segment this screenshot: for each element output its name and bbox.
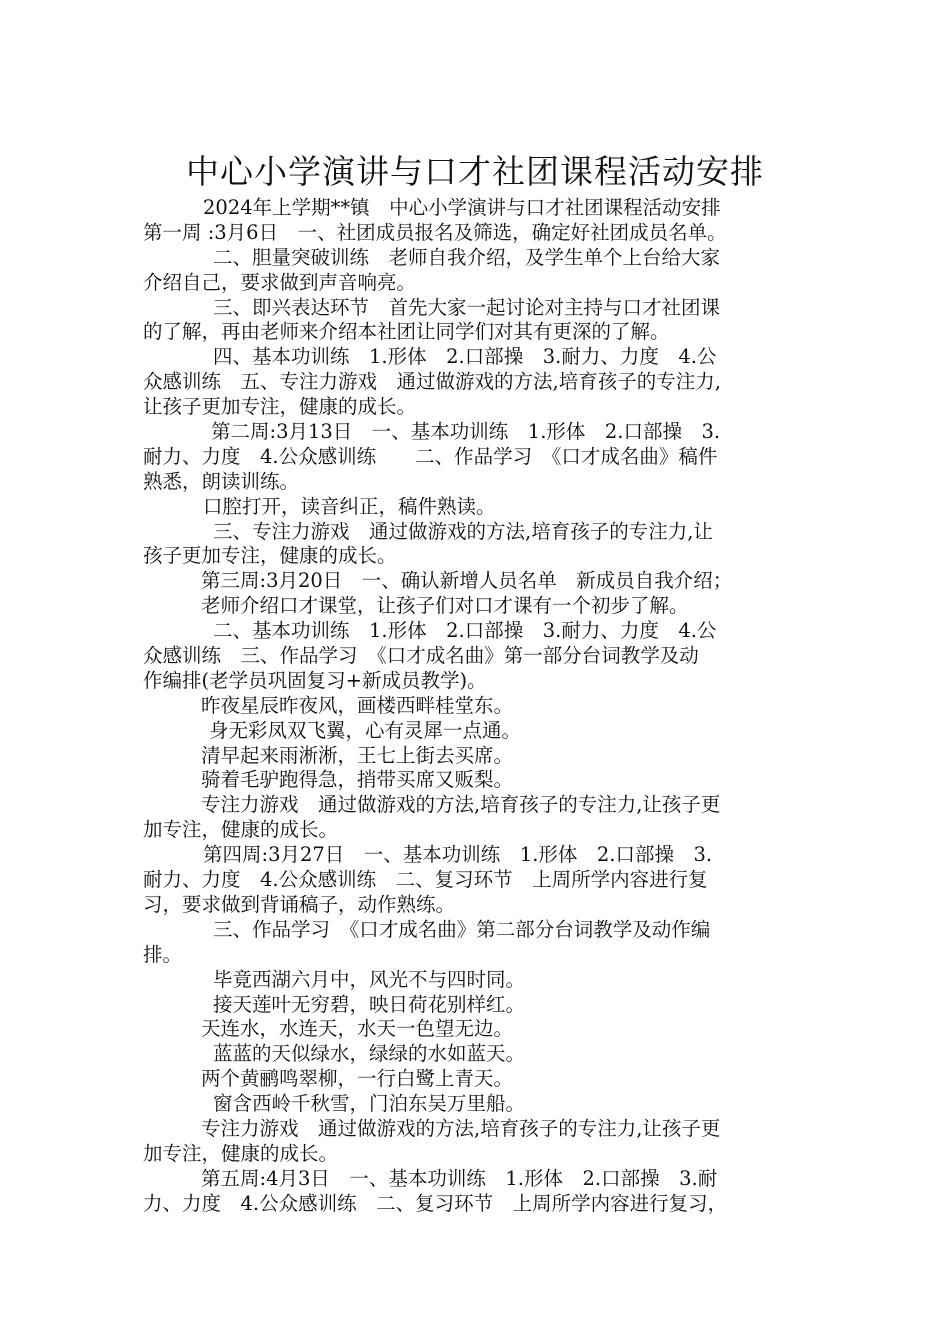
text-line: 加专注，健康的成长。 bbox=[143, 1141, 339, 1165]
text-line: 毕竟西湖六月中，风光不与四时同。 bbox=[213, 967, 526, 991]
text-line: 两个黄鹂鸣翠柳，一行白鹭上青天。 bbox=[201, 1067, 514, 1091]
text-line: 专注力游戏 通过做游戏的方法,培育孩子的专注力,让孩子更 bbox=[201, 1116, 721, 1140]
text-line: 2024年上学期**镇 中心小学演讲与口才社团课程活动安排 bbox=[203, 196, 721, 219]
text-line: 接天莲叶无穷碧，映日荷花别样红。 bbox=[213, 992, 526, 1016]
text-line: 四、基本功训练 1.形体 2.口部操 3.耐力、力度 4.公 bbox=[213, 345, 717, 369]
text-line: 三、专注力游戏 通过做游戏的方法,培育孩子的专注力,让 bbox=[213, 519, 713, 543]
text-line: 三、即兴表达环节 首先大家一起讨论对主持与口才社团课 bbox=[213, 295, 721, 319]
text-line: 第二周:3月13日 一、基本功训练 1.形体 2.口部操 3. bbox=[211, 420, 721, 444]
text-line: 的了解，再由老师来介绍本社团让同学们对其有更深的了解。 bbox=[143, 320, 670, 344]
text-line: 老师介绍口才课堂，让孩子们对口才课有一个初步了解。 bbox=[201, 594, 689, 618]
text-line: 力、力度 4.公众感训练 二、复习环节 上周所学内容进行复习， bbox=[143, 1191, 728, 1215]
text-line: 昨夜星辰昨夜风，画楼西畔桂堂东。 bbox=[201, 693, 514, 717]
document-title: 中心小学演讲与口才社团课程活动安排 bbox=[186, 152, 764, 192]
text-line: 第一周 :3月6日 一、社团成员报名及筛选，确定好社团成员名单。 bbox=[143, 220, 727, 244]
text-line: 清早起来雨淅淅，王七上街去买席。 bbox=[201, 743, 514, 767]
text-line: 第五周:4月3日 一、基本功训练 1.形体 2.口部操 3.耐 bbox=[201, 1166, 718, 1190]
text-line: 习，要求做到背诵稿子，动作熟练。 bbox=[143, 892, 456, 916]
text-line: 让孩子更加专注，健康的成长。 bbox=[143, 395, 417, 419]
text-line: 作编排(老学员巩固复习+新成员教学)。 bbox=[143, 668, 487, 692]
text-line: 耐力、力度 4.公众感训练 二、作品学习 《口才成名曲》稿件 bbox=[143, 444, 718, 468]
text-line: 蓝蓝的天似绿水，绿绿的水如蓝天。 bbox=[213, 1042, 526, 1066]
text-line: 窗含西岭千秋雪，门泊东吴万里船。 bbox=[213, 1092, 526, 1116]
text-line: 加专注，健康的成长。 bbox=[143, 818, 339, 842]
text-line: 孩子更加专注，健康的成长。 bbox=[143, 544, 397, 568]
document-body bbox=[143, 196, 823, 1217]
text-line: 耐力、力度 4.公众感训练 二、复习环节 上周所学内容进行复 bbox=[143, 868, 708, 892]
text-line: 二、胆量突破训练 老师自我介绍，及学生单个上台给大家 bbox=[213, 245, 721, 269]
text-line: 第四周:3月27日 一、基本功训练 1.形体 2.口部操 3. bbox=[203, 843, 713, 867]
text-line: 排。 bbox=[143, 942, 183, 966]
text-line: 骑着毛驴跑得急，捎带买席又贩梨。 bbox=[201, 768, 514, 792]
text-line: 介绍自己，要求做到声音响亮。 bbox=[143, 270, 417, 294]
text-line: 熟悉，朗读训练。 bbox=[143, 469, 300, 493]
text-line: 第三周:3月20日 一、确认新增人员名单 新成员自我介绍； bbox=[201, 569, 733, 593]
text-line: 身无彩凤双飞翼，心有灵犀一点通。 bbox=[209, 718, 522, 742]
text-line: 二、基本功训练 1.形体 2.口部操 3.耐力、力度 4.公 bbox=[213, 619, 717, 643]
text-line: 众感训练 三、作品学习 《口才成名曲》第一部分台词教学及动 bbox=[143, 644, 699, 668]
text-line: 三、作品学习 《口才成名曲》第二部分台词教学及动作编 bbox=[213, 917, 711, 941]
text-line: 专注力游戏 通过做游戏的方法,培育孩子的专注力,让孩子更 bbox=[201, 793, 721, 817]
text-line: 天连水，水连天，水天一色望无边。 bbox=[201, 1017, 514, 1041]
text-line: 口腔打开，读音纠正，稿件熟读。 bbox=[203, 494, 496, 518]
text-line: 众感训练 五、专注力游戏 通过做游戏的方法,培育孩子的专注力, bbox=[143, 370, 721, 394]
